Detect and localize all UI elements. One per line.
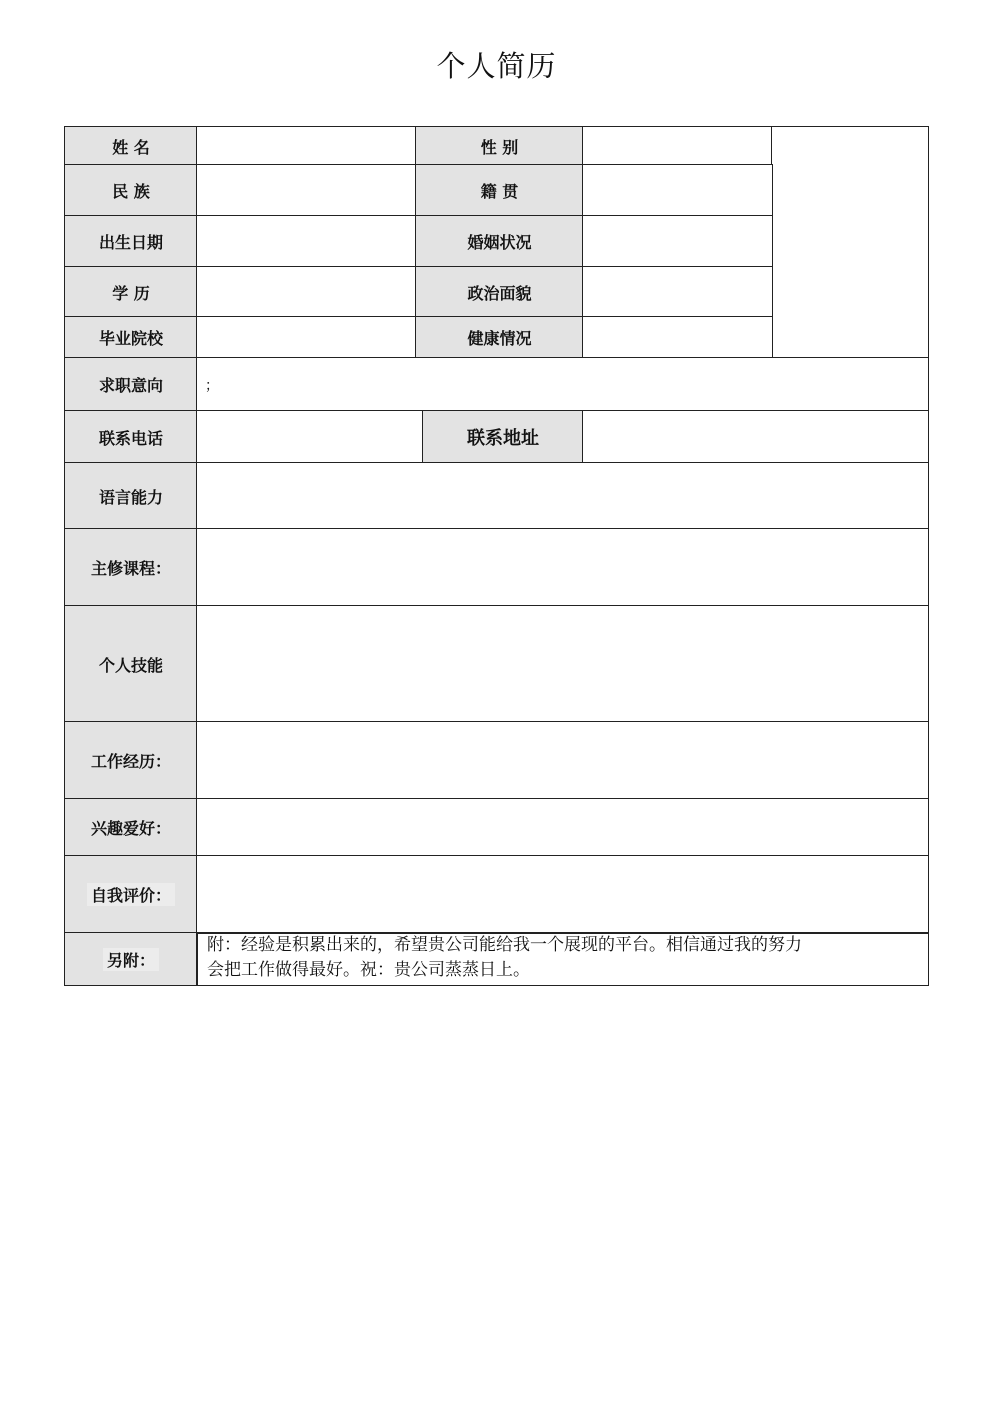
- self-evaluation-label-text: 自我评价：: [87, 883, 175, 906]
- school-label: 毕业院校: [64, 316, 198, 359]
- appendix-line-1: 附：经验是积累出来的，希望贵公司能给我一个展现的平台。相信通过我的努力: [207, 935, 802, 955]
- education-field[interactable]: [196, 266, 417, 318]
- appendix-label: [64, 932, 198, 986]
- major-courses-field[interactable]: [196, 528, 929, 607]
- marital-status-field[interactable]: [582, 215, 773, 268]
- marital-status-label: 婚姻状况: [415, 215, 584, 268]
- name-field[interactable]: [196, 126, 417, 166]
- ethnicity-field[interactable]: [196, 164, 417, 217]
- work-experience-field[interactable]: [196, 721, 929, 800]
- political-status-field[interactable]: [582, 266, 773, 318]
- page-title: 个人简历: [436, 49, 557, 83]
- skills-field[interactable]: [196, 605, 929, 723]
- phone-label: 联系电话: [64, 410, 198, 464]
- school-field[interactable]: [196, 316, 417, 359]
- address-label: 联系地址: [422, 410, 584, 464]
- education-label: 学 历: [64, 266, 198, 318]
- resume-table: [64, 126, 929, 986]
- appendix-line-2: 会把工作做得最好。祝：贵公司蒸蒸日上。: [207, 960, 530, 980]
- skills-label: 个人技能: [64, 605, 198, 723]
- gender-label: 性 别: [415, 126, 584, 166]
- job-objective-field[interactable]: ；: [196, 357, 929, 412]
- health-field[interactable]: [582, 316, 773, 359]
- photo-area[interactable]: [771, 126, 929, 359]
- language-label: 语言能力: [64, 462, 198, 530]
- language-field[interactable]: [196, 462, 929, 530]
- native-place-label: 籍 贯: [415, 164, 584, 217]
- appendix-field[interactable]: [196, 932, 929, 986]
- self-evaluation-label: [64, 855, 198, 934]
- address-field[interactable]: [582, 410, 929, 464]
- birth-date-field[interactable]: [196, 215, 417, 268]
- self-evaluation-field[interactable]: [196, 855, 929, 934]
- hobbies-label: 兴趣爱好：: [64, 798, 198, 857]
- name-label: 姓 名: [64, 126, 198, 166]
- birth-date-label: 出生日期: [64, 215, 198, 268]
- appendix-label-text: 另附：: [103, 948, 159, 971]
- health-label: 健康情况: [415, 316, 584, 359]
- gender-field[interactable]: [582, 126, 773, 166]
- job-objective-label: 求职意向: [64, 357, 198, 412]
- ethnicity-label: 民 族: [64, 164, 198, 217]
- major-courses-label: 主修课程：: [64, 528, 198, 607]
- native-place-field[interactable]: [582, 164, 773, 217]
- political-status-label: 政治面貌: [415, 266, 584, 318]
- phone-field[interactable]: [196, 410, 424, 464]
- hobbies-field[interactable]: [196, 798, 929, 857]
- work-experience-label: 工作经历：: [64, 721, 198, 800]
